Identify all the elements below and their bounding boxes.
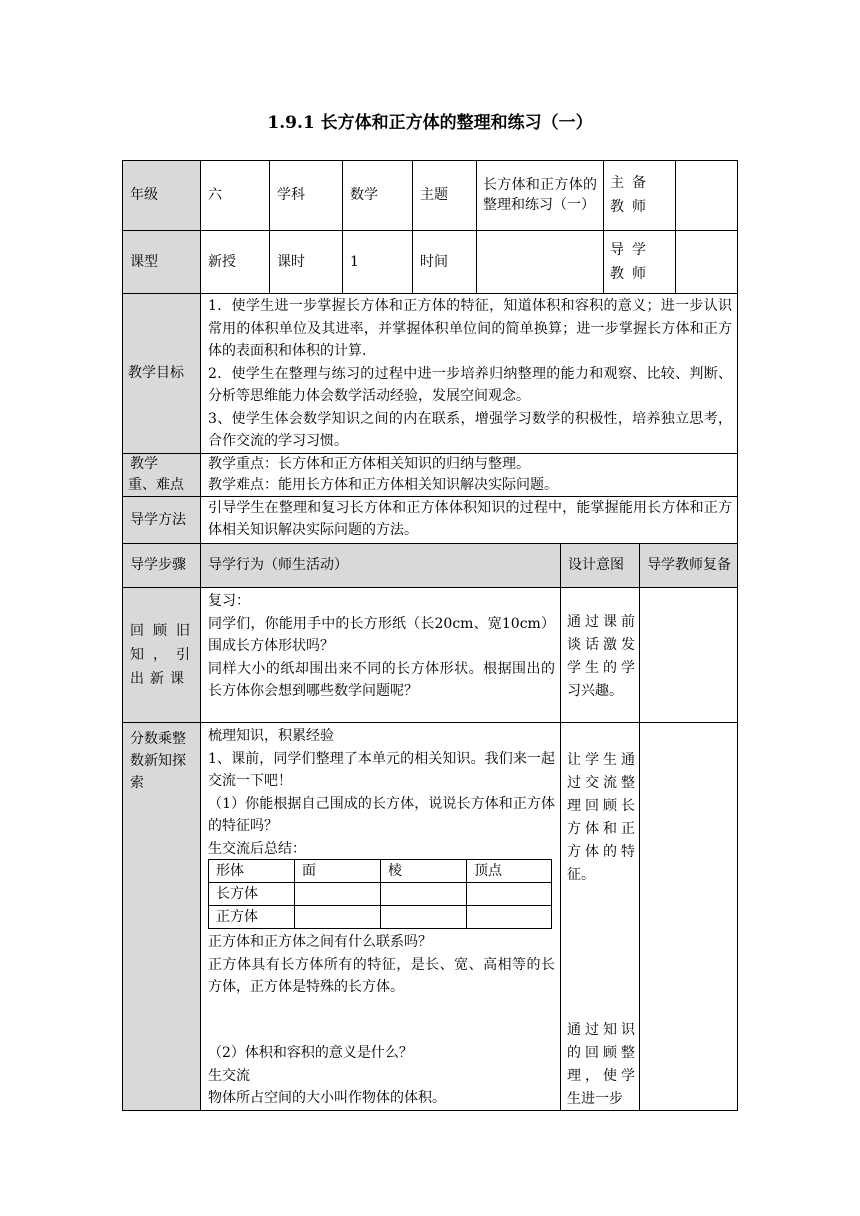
type-label-text: 课型	[130, 253, 158, 270]
subtable-rule	[466, 859, 467, 929]
type-label	[130, 230, 198, 293]
method-label	[130, 496, 198, 543]
topic-value-text: 长方体和正方体的整理和练习（一）	[483, 177, 597, 213]
explore-intent-2-text: 通过知识的回顾整理，使学生进一步	[567, 1022, 635, 1107]
table-rule	[412, 160, 413, 293]
explore-line: 物体所占空间的大小叫作物体的体积。	[208, 1090, 446, 1106]
explore-content-a	[208, 725, 555, 860]
subject-value-text: 数学	[350, 187, 378, 203]
behavior-header-text: 导学行为（师生活动）	[208, 557, 348, 573]
period-label-text: 课时	[277, 253, 305, 270]
steps-header-text: 导学步骤	[130, 557, 186, 573]
explore-line: （2）体积和容积的意义是什么？	[208, 1045, 413, 1061]
key-point: 教学重点：长方体和正方体相关知识的归纳与整理。	[208, 456, 530, 472]
subject-label-text: 学科	[277, 187, 305, 203]
grade-label	[130, 160, 198, 230]
subtable-header	[388, 860, 402, 882]
explore-line: 生交流后总结：	[208, 840, 306, 857]
table-rule	[200, 160, 201, 1111]
subject-value	[350, 160, 410, 230]
subtable-rule	[551, 859, 552, 929]
page-title: 1.9.1 长方体和正方体的整理和练习（一）	[267, 113, 593, 133]
subtable-rule	[380, 859, 381, 929]
table-rule	[737, 160, 738, 1111]
key-points-label-line: 重、难点	[128, 477, 184, 493]
explore-content-c	[208, 1042, 555, 1110]
type-value	[208, 230, 266, 293]
intent-header-text: 设计意图	[568, 557, 624, 573]
method-content	[208, 497, 732, 541]
explore-line: 1、课前，同学们整理了本单元的相关知识。我们来一起交流一下吧！	[208, 750, 555, 789]
goals-label	[128, 293, 198, 453]
review-intent-text: 通过课前谈话激发学生的学习兴趣。	[567, 614, 635, 699]
explore-content-b	[208, 931, 555, 999]
period-label	[277, 230, 339, 293]
review-label	[130, 587, 196, 722]
lead-teacher-label-text: 主备教师	[610, 175, 654, 215]
difficult-point: 教学难点：能用长方体和正方体相关知识解决实际问题。	[208, 477, 558, 493]
explore-intent-1-text: 让学生通过交流整理回顾长方体和正方体的特征。	[567, 752, 635, 883]
goal-item: 2．使学生在整理与练习的过程中进一步培养归纳整理的能力和观察、比较、判断、分析等思维能力体会数学活动经验，发展空间观念。	[208, 365, 732, 404]
table-rule	[476, 160, 477, 293]
explore-line: 正方体和正方体之间有什么联系吗？	[208, 934, 432, 950]
table-rule	[122, 160, 123, 1111]
table-rule	[269, 160, 270, 293]
explore-line: 正方体具有长方体所有的特征，是长、宽、高相等的长方体，正方体是特殊的长方体。	[208, 956, 555, 995]
subtable-header-text: 形体	[216, 863, 244, 879]
subtable-row-label	[216, 883, 258, 905]
period-value	[350, 230, 410, 293]
review-content	[208, 590, 555, 703]
table-rule	[122, 293, 738, 294]
table-rule	[122, 587, 738, 588]
table-rule	[122, 722, 738, 723]
goal-item: 1．使学生进一步掌握长方体和正方体的特征，知道体积和容积的意义；进一步认识常用的体积单位及其进率，并掌握体积单位间的简单换算；进一步掌握长方体和正方体的表面积和体积的计算.	[208, 298, 732, 359]
key-points-label-line: 教学	[130, 456, 158, 472]
subject-label	[277, 160, 339, 230]
review-intent	[567, 611, 635, 703]
subtable-header-text: 棱	[388, 863, 402, 879]
explore-line: （1）你能根据自己围成的长方体，说说长方体和正方体的特征吗？	[208, 795, 555, 834]
table-rule	[639, 543, 640, 1111]
notes-header-text: 导学教师复备	[647, 557, 731, 573]
explore-label	[130, 728, 196, 794]
guide-teacher-label-text: 导学教师	[610, 241, 654, 282]
table-rule	[122, 1110, 738, 1111]
steps-header	[130, 543, 198, 587]
explore-line: 生交流	[208, 1067, 250, 1084]
goals-content	[208, 295, 732, 453]
goal-item: 3、使学生体会数学知识之间的内在联系，增强学习数学的积极性，培养独立思考，合作交流的学习习惯。	[208, 410, 732, 449]
lead-teacher-label	[610, 160, 672, 230]
explore-intent-1	[567, 749, 635, 887]
guide-teacher-label	[610, 230, 672, 293]
subtable-header-text: 顶点	[474, 863, 502, 879]
review-line: 同学们，你能用手中的长方形纸（长20cm、宽10cm）围成长方体形状吗？	[208, 615, 555, 654]
goals-label-text: 教学目标	[128, 365, 184, 381]
subtable-row-label	[216, 906, 258, 928]
subtable-rule	[208, 859, 209, 929]
period-value-text: 1	[350, 253, 359, 270]
subtable-header	[474, 860, 502, 882]
subtable-row-label-text: 正方体	[216, 909, 258, 925]
notes-header	[647, 543, 735, 587]
behavior-header	[208, 543, 548, 587]
table-rule	[560, 543, 561, 1111]
subtable-header-text: 面	[302, 863, 316, 879]
review-label-text: 回顾旧知，引出新课	[130, 622, 196, 687]
subtable-row-label-text: 长方体	[216, 886, 258, 902]
time-label-text: 时间	[420, 253, 448, 270]
review-line: 复习：	[208, 593, 250, 609]
key-points-label	[128, 454, 198, 496]
explore-line: 梳理知识，积累经验	[208, 728, 334, 744]
intent-header	[568, 543, 638, 587]
topic-value	[483, 160, 597, 230]
explore-intent-2	[567, 1019, 635, 1111]
subtable-header	[216, 860, 244, 882]
key-points-content	[208, 454, 732, 496]
method-text: 引导学生在整理和复习长方体和正方体体积知识的过程中，能掌握能用长方体和正方体相关知识解决实际问题的方法。	[208, 500, 732, 538]
grade-label-text: 年级	[130, 187, 158, 203]
method-label-text: 导学方法	[130, 511, 186, 528]
explore-label-text: 分数乘整数新知探索	[130, 731, 186, 791]
topic-label-text: 主题	[420, 187, 448, 203]
time-label	[420, 230, 474, 293]
grade-value	[208, 160, 266, 230]
grade-value-text: 六	[208, 187, 222, 203]
review-line: 同样大小的纸却围出来不同的长方体形状。根据围出的长方体你会想到哪些数学问题呢？	[208, 660, 555, 699]
subtable-rule	[294, 859, 295, 929]
topic-label	[420, 160, 474, 230]
table-rule	[342, 160, 343, 293]
table-rule	[603, 160, 604, 293]
type-value-text: 新授	[208, 253, 236, 270]
subtable-header	[302, 860, 316, 882]
table-rule	[675, 160, 676, 293]
